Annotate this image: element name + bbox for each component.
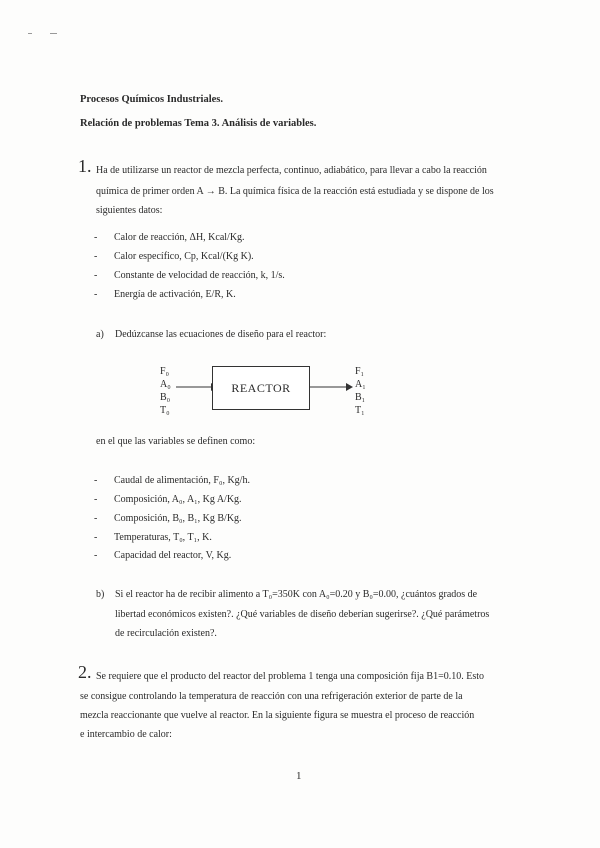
part-b-label: b) xyxy=(96,589,105,600)
q1-variable-item: - Capacidad del reactor, V, Kg. xyxy=(94,550,232,561)
input-label: T₀ xyxy=(160,405,170,416)
problem-set-title: Relación de problemas Tema 3. Análisis de variables. xyxy=(80,118,317,129)
part-a-text: Dedúzcanse las ecuaciones de diseño para el reactor: xyxy=(115,329,327,340)
input-label: B₀ xyxy=(160,392,171,403)
reactor-label: REACTOR xyxy=(231,380,291,395)
output-label: T₁ xyxy=(355,405,365,416)
variables-intro: en el que las variables se definen como: xyxy=(96,436,256,447)
q1-data-item: - Calor específico, Cp, Kcal/(Kg K). xyxy=(94,251,254,262)
q1-variable-item: - Caudal de alimentación, F₀, Kg/h. xyxy=(94,475,250,486)
input-label: A₀ xyxy=(160,379,171,390)
output-label: F₁ xyxy=(355,366,365,377)
part-a-label: a) xyxy=(96,329,104,340)
output-label: B₁ xyxy=(355,392,366,403)
output-label: A₁ xyxy=(355,379,366,390)
reactor-box xyxy=(212,366,310,410)
part-b-line: Si el reactor ha de recibir alimento a T₀=350K con A₀=0.20 y B₀=0.00, ¿cuántos grados de xyxy=(115,589,478,600)
q1-text-line: siguientes datos: xyxy=(96,205,163,216)
diagram-inputs xyxy=(160,365,171,417)
q1-variable-item: - Composición, A₀, A₁, Kg A/Kg. xyxy=(94,494,242,505)
q1-data-item: - Calor de reacción, ΔH, Kcal/Kg. xyxy=(94,232,245,243)
part-b-line: de recirculación existen?. xyxy=(115,628,217,639)
q1-text-line: química de primer orden A → B. La química física de la reacción está estudiada y se dispone de los xyxy=(96,186,494,197)
scan-mark xyxy=(28,33,32,34)
q1-variable-item: - Temperaturas, T₀, T₁, K. xyxy=(94,532,212,543)
outlet-arrow-head xyxy=(346,383,353,391)
part-b-line: libertad económicos existen?. ¿Qué variables de diseño deberían sugerirse?. ¿Qué parámetros xyxy=(115,609,490,620)
question-1-number: 1. xyxy=(78,156,92,176)
q2-text-line: se consigue controlando la temperatura de reacción con una refrigeración exterior de parte de la xyxy=(80,691,463,702)
question-2-number: 2. xyxy=(78,662,92,682)
q1-data-item: - Constante de velocidad de reacción, k, 1/s. xyxy=(94,270,285,281)
page-number: 1 xyxy=(296,770,302,782)
input-label: F₀ xyxy=(160,366,170,377)
q1-data-item: - Energía de activación, E/R, K. xyxy=(94,289,236,300)
course-title: Procesos Químicos Industriales. xyxy=(80,94,224,105)
scan-mark xyxy=(50,33,57,34)
q2-text-line: e intercambio de calor: xyxy=(80,729,172,740)
q2-text-line: Se requiere que el producto del reactor del problema 1 tenga una composición fija B1=0.10. Esto xyxy=(96,671,485,682)
diagram-outputs xyxy=(355,365,366,417)
q2-text-line: mezcla reaccionante que vuelve al reactor. En la siguiente figura se muestra el proceso de reacción xyxy=(80,710,475,721)
q1-text-line: Ha de utilizarse un reactor de mezcla perfecta, continuo, adiabático, para llevar a cabo la reacción xyxy=(96,165,487,176)
q1-variable-item: - Composición, B₀, B₁, Kg B/Kg. xyxy=(94,513,242,524)
